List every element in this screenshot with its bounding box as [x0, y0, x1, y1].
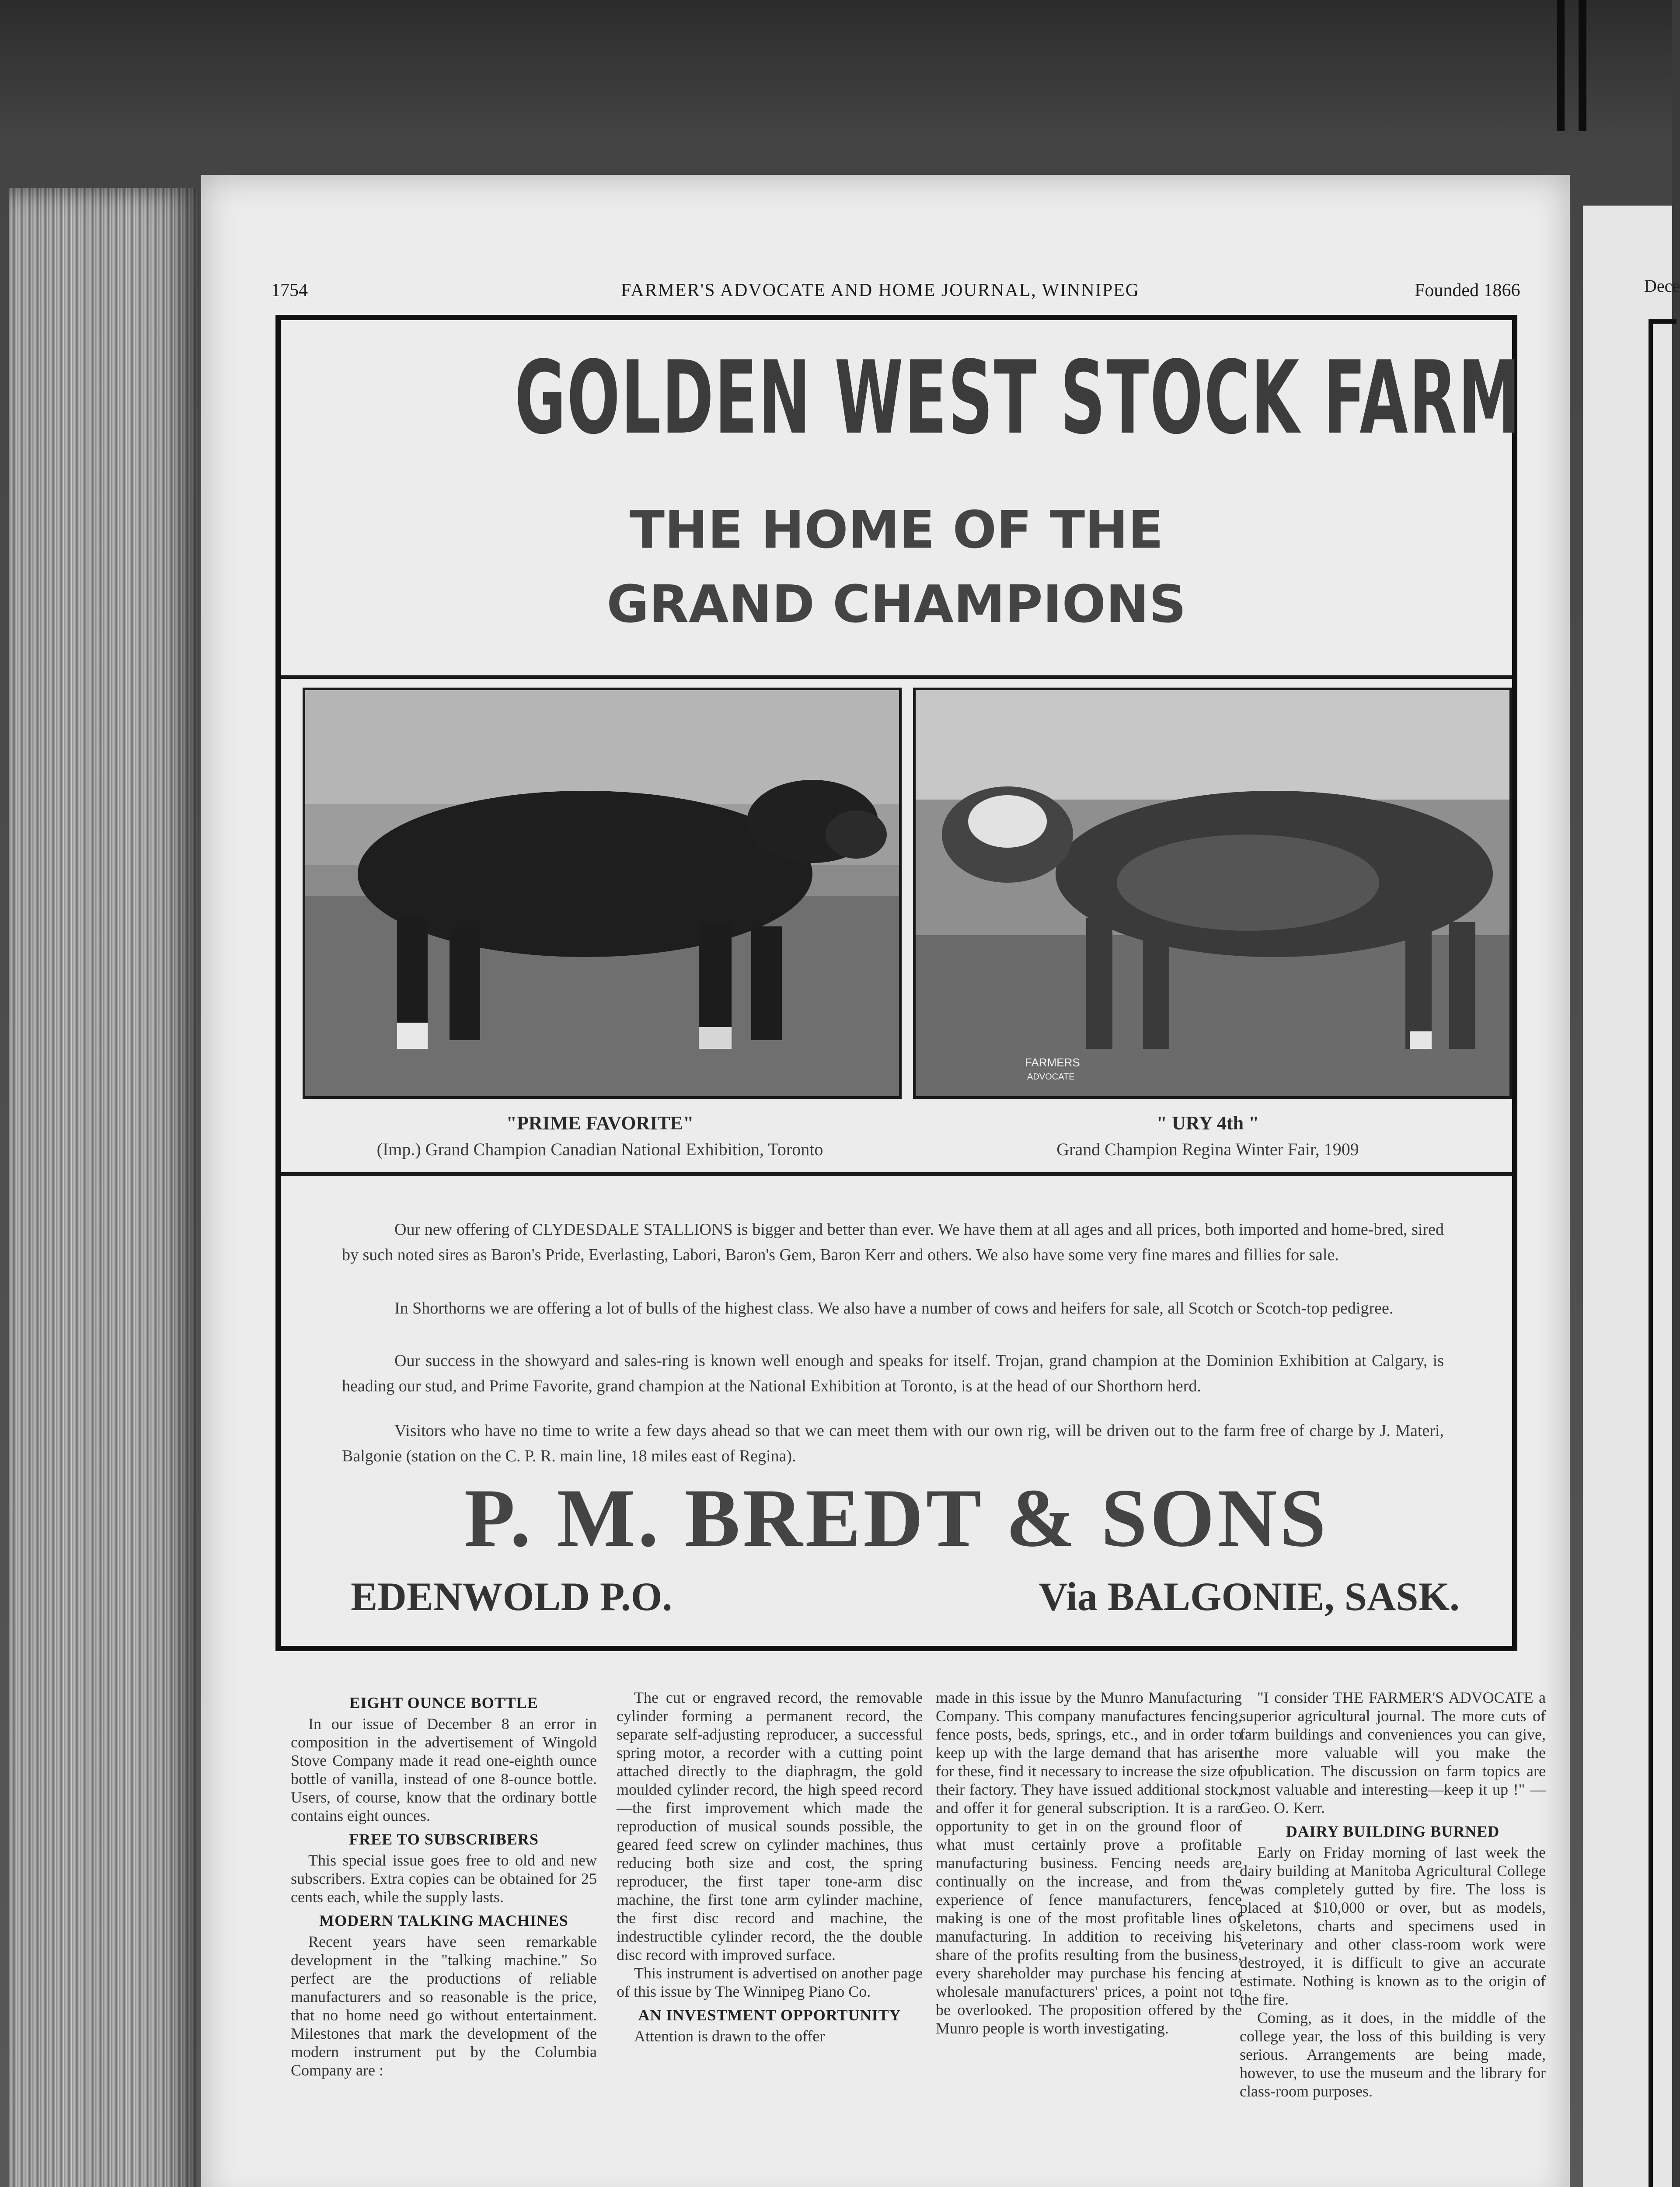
facing-page-rule [1649, 319, 1677, 2187]
ad-paragraph-showyard: Our success in the showyard and sales-ring is known well enough and speaks for itself. Trojan, grand champion at the Dominion Exhibition at Calgary, is heading our stud, and Prime Favorite, grand champion at the National Exhibition at Toronto, is at the head of our Shorthorn herd. [342, 1352, 1444, 1395]
caption-ury-sub: Grand Champion Regina Winter Fair, 1909 [1056, 1139, 1359, 1159]
facing-page-fragment [1583, 206, 1680, 2187]
cow-photo-image [916, 690, 1509, 1096]
facing-page-text: Dece [1644, 276, 1680, 296]
text-munro-company: made in this issue by the Munro Manufacturing Company. This company manufactures fencing, fence posts, beds, springs, etc., and in order to keep up with the large demand that has arisen for these, find it necessary to increase the size of their factory. They have issued additional stock, and offer it for general subscription. It is a rare opportunity to get in on the ground floor of what must certainly prove a profitable manufacturing business. Fencing needs are continually on the increase, and from the experience of fence manufacturers, fence making is one of the most profitable lines of manufacturing. In addition to receiving his share of the profits resulting from the business, every shareholder may purchase his fencing at wholesale manufacturers' prices, a point not to be overlooked. The proposition offered by the Munro people is worth investigating. [936, 1689, 1242, 2037]
ad-title: GOLDEN WEST STOCK FARM [515, 340, 1521, 457]
column-3 [936, 1688, 1242, 2037]
film-bar-top-right-2 [1579, 0, 1586, 131]
ad-subtitle-line2: GRAND CHAMPIONS [606, 574, 1186, 634]
text-free-to-subscribers: This special issue goes free to old and new subscribers. Extra copies can be obtained for 25 cents each, while the supply lasts. [291, 1852, 597, 1906]
book-page-edges [9, 188, 197, 2187]
heading-eight-ounce-bottle: EIGHT OUNCE BOTTLE [349, 1694, 538, 1712]
photo-stamp-line1: FARMERS [1025, 1056, 1080, 1069]
caption-prime-favorite-sub: (Imp.) Grand Champion Canadian National Exhibition, Toronto [376, 1139, 823, 1159]
photo-ury-4th [913, 688, 1512, 1099]
text-kerr-testimonial: "I consider THE FARMER'S ADVOCATE a superior agricultural journal. The more cuts of farm buildings and conveniences you can give, the more valuable will you make the publication. The discussion on farm topics are most valuable and interesting—keep it up !" —Geo. O. Kerr. [1240, 1689, 1546, 1817]
founded-line: Founded 1866 [1415, 280, 1520, 300]
text-eight-ounce-bottle: In our issue of December 8 an error in composition in the advertisement of Wingold Stove Company made it read one-eighth ounce bottle of vanilla, instead of one 8-ounce bottle. Users, of course, know that the ordinary bottle contains eight ounces. [291, 1715, 597, 1824]
text-talking-machines: Recent years have seen remarkable development in the "talking machine." So perfect are the productions of reliable manufacturers and so reasonable is the price, that no home need go without entertainment. Milestones that mark the development of the modern instrument put by the Columbia Company are : [291, 1933, 597, 2079]
heading-talking-machines: MODERN TALKING MACHINES [319, 1912, 568, 1929]
text-dairy-fire: Early on Friday morning of last week the dairy building at Manitoba Agricultural College was completely gutted by fire. The loss is placed at $10,000 or over, but as models, skeletons, charts and specimens used in veterinary and other class-room work were destroyed, it is difficult to give an accurate estimate. Nothing is known as to the origin of the fire. [1240, 1844, 1546, 2008]
ad-subtitle-line1: THE HOME OF THE [629, 500, 1164, 560]
post-office: EDENWOLD P.O. [351, 1574, 673, 1619]
firm-name: P. M. BREDT & SONS [464, 1472, 1329, 1564]
text-columbia-milestones: The cut or engraved record, the removable cylinder forming a permanent record, the separate self-adjusting reproducer, a successful spring motor, a recorder with a cutting point attached directly to the diaphragm, the gold moulded cylinder record, the high speed record—the first improvement which made the reproduction of musical sounds possible, the geared feed screw on cylinder machines, thus reducing both size and cost, the spring reproducer, the first taper tone-arm disc machine, the first tone arm cylinder machine, the first disc record and machine, the indestructible cylinder record, the the double disc record with improved surface. [617, 1689, 923, 1963]
text-investment-start: Attention is drawn to the offer [634, 2027, 825, 2045]
journal-title: FARMER'S ADVOCATE AND HOME JOURNAL, WINNIPEG [621, 280, 1140, 300]
heading-dairy-building: DAIRY BUILDING BURNED [1286, 1823, 1500, 1840]
ad-paragraph-shorthorns: In Shorthorns we are offering a lot of bulls of the highest class. We also have a number of cows and heifers for sale, all Scotch or Scotch-top pedigree. [394, 1299, 1394, 1317]
column-1 [291, 1688, 597, 2079]
photo-stamp-line2: ADVOCATE [1027, 1072, 1075, 1082]
via-location: Via BALGONIE, SASK. [1039, 1574, 1460, 1619]
text-dairy-arrangements: Coming, as it does, in the middle of the college year, the loss of this building is very serious. Arrangements are being made, however, to use the museum and the library for class-room purposes. [1240, 2009, 1546, 2100]
stock-farm-advertisement [275, 315, 1521, 1651]
photo-prime-favorite [303, 688, 902, 1099]
heading-free-to-subscribers: FREE TO SUBSCRIBERS [349, 1831, 539, 1848]
text-piano-co: This instrument is advertised on another page of this issue by The Winnipeg Piano Co. [617, 1964, 923, 2000]
caption-prime-favorite-title: "PRIME FAVORITE" [506, 1112, 694, 1134]
ad-paragraph-visitors: Visitors who have no time to write a few days ahead so that we can meet them with our own rig, will be driven out to the farm free of charge by J. Materi, Balgonie (station on the C. P. R. main line, 18 miles east of Regina). [342, 1422, 1444, 1465]
column-2 [617, 1688, 923, 2045]
column-4 [1240, 1688, 1546, 2100]
ad-paragraph-clydesdales: Our new offering of CLYDESDALE STALLIONS is bigger and better than ever. We have them at all ages and all prices, both imported and home-bred, sired by such noted sires as Baron's Pride, Everlasting, Labori, Baron's Gem, Baron Kerr and others. We also have some very fine mares and fillies for sale. [342, 1220, 1444, 1264]
bull-photo-image [305, 690, 899, 1096]
caption-ury-title: " URY 4th " [1156, 1112, 1259, 1134]
ad-rule-upper [281, 675, 1512, 679]
film-bar-top-right [1557, 0, 1565, 131]
heading-investment-opportunity: AN INVESTMENT OPPORTUNITY [638, 2006, 901, 2024]
page-number: 1754 [271, 280, 308, 300]
ad-rule-lower [281, 1172, 1512, 1176]
